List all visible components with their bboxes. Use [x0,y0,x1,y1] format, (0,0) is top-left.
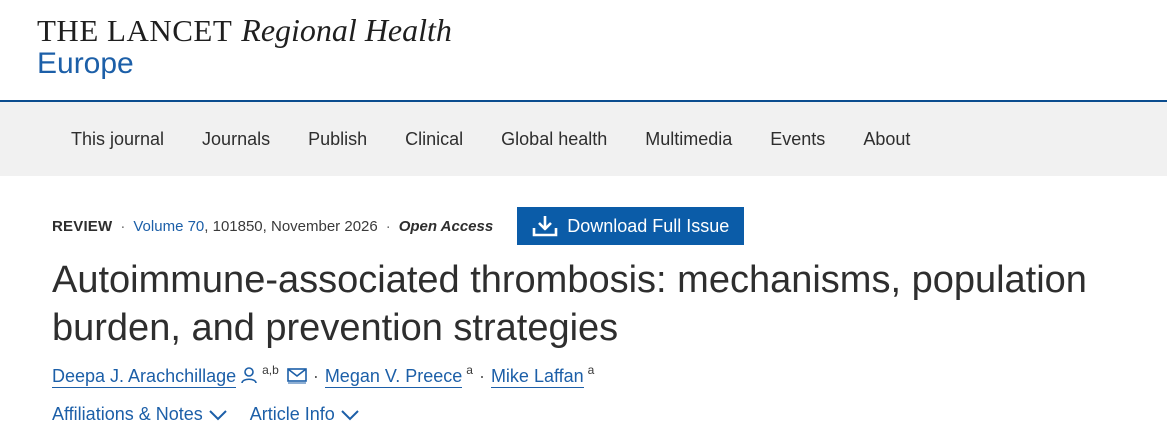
nav-item-global-health[interactable]: Global health [501,128,608,149]
author-separator: · [312,366,319,386]
main-navigation [0,100,1167,176]
download-icon [532,215,558,237]
download-full-issue-button[interactable] [517,207,744,245]
author-separator: · [478,366,485,386]
nav-item-multimedia[interactable]: Multimedia [645,128,733,149]
author-affiliation: a [587,363,595,377]
nav-item-about[interactable]: About [863,128,911,149]
nav-item-clinical[interactable]: Clinical [405,128,464,149]
chevron-down-icon [208,409,228,421]
author-name[interactable]: Megan V. Preece [324,366,463,386]
open-access-label: Open Access [398,217,494,235]
article-title: Autoimmune-associated thrombosis: mechanisms, population burden, and prevention strategies [52,259,1087,349]
article-info-toggle[interactable] [250,404,360,425]
volume-link[interactable]: Volume 70 [133,217,205,235]
article-toggles [52,404,382,425]
article-details: , 101850, November 2026 [204,217,378,235]
journal-logo[interactable] [37,12,477,88]
article-meta [52,207,744,245]
author-name[interactable]: Mike Laffan [490,366,584,386]
affiliations-notes-toggle[interactable] [52,404,228,425]
logo-regional-text: Regional Health [241,12,452,48]
meta-separator: · [385,217,391,235]
article-type: REVIEW [52,217,113,235]
chevron-down-icon [340,409,360,421]
logo-region-text: Europe [37,47,134,80]
author-list [52,364,594,388]
nav-item-publish[interactable]: Publish [308,128,368,149]
author-name[interactable]: Deepa J. Arachchillage [52,366,237,386]
article-info-label: Article Info [249,404,335,424]
download-button-label: Download Full Issue [567,215,730,236]
mail-icon[interactable] [287,368,307,384]
meta-separator: · [120,217,126,235]
nav-item-events[interactable]: Events [770,128,826,149]
nav-item-this-journal[interactable]: This journal [71,128,165,149]
nav-item-journals[interactable]: Journals [202,128,271,149]
logo-lancet-text: THE LANCET [37,13,233,48]
person-icon [240,366,258,384]
author-affiliation: a,b [262,363,279,377]
affiliations-notes-label: Affiliations & Notes [52,404,203,424]
author-affiliation: a [466,363,473,377]
